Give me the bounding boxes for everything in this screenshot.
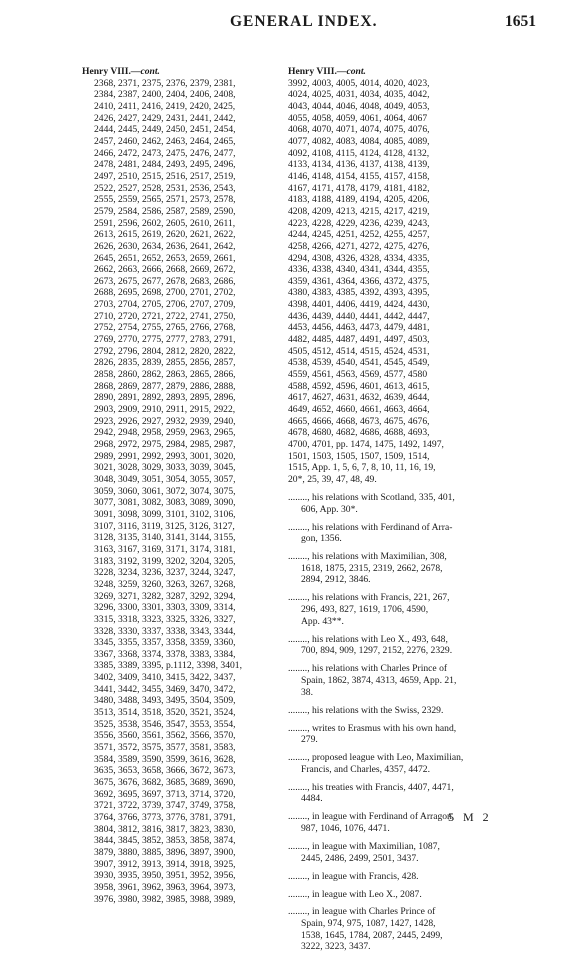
number-line: 2555, 2559, 2565, 2571, 2573, 2578, (94, 194, 236, 206)
number-line: 3571, 3572, 3575, 3577, 3581, 3583, (94, 742, 236, 754)
number-line: 3441, 3442, 3455, 3469, 3470, 3472, (94, 683, 236, 695)
number-line: 4380, 4383, 4385, 4392, 4393, 4395, (288, 287, 430, 299)
number-line: 3635, 3653, 3658, 3666, 3672, 3673, (94, 765, 236, 777)
number-line: 2792, 2796, 2804, 2812, 2820, 2822, (94, 345, 236, 357)
number-line: 3525, 3538, 3546, 3547, 3553, 3554, (94, 718, 236, 730)
subentry (288, 551, 532, 586)
number-line: 3958, 3961, 3962, 3963, 3964, 3973, (94, 881, 236, 893)
subentry-line: ........, in league with Leo X., 2087. (288, 888, 422, 900)
number-line: 3513, 3514, 3518, 3520, 3521, 3524, (94, 707, 236, 719)
number-line: 2384, 2387, 2400, 2404, 2406, 2408, (94, 89, 236, 101)
subentry (288, 871, 532, 883)
number-line: 4146, 4148, 4154, 4155, 4157, 4158, (288, 170, 430, 182)
number-line: 4167, 4171, 4178, 4179, 4181, 4182, (288, 182, 430, 194)
number-line: 2710, 2720, 2721, 2722, 2741, 2750, (94, 310, 236, 322)
subentry-line: ........, in league with Maximilian, 1087, (288, 840, 440, 852)
subentry (288, 705, 532, 717)
subentry (288, 723, 532, 746)
subentry-line: ........, writes to Erasmus with his own hand, (288, 722, 457, 734)
subentry-line: 38. (301, 686, 313, 698)
number-line: 20*, 25, 39, 47, 48, 49. (288, 473, 377, 485)
number-line: 3107, 3116, 3119, 3125, 3126, 3127, (94, 520, 235, 532)
subentry-line: 987, 1046, 1076, 4471. (301, 822, 390, 834)
number-line: 3367, 3368, 3374, 3378, 3383, 3384, (94, 648, 236, 660)
subentry-line: ........, his relations with Ferdinand of Arra- (288, 521, 453, 533)
subentry (288, 634, 532, 657)
number-line: 3077, 3081, 3082, 3083, 3089, 3090, (94, 497, 236, 509)
number-line: 2591, 2596, 2602, 2605, 2610, 2611, (94, 217, 236, 229)
number-line: 2426, 2427, 2429, 2431, 2441, 2442, (94, 112, 236, 124)
subentry-line: Francis, and Charles, 4357, 4472. (301, 763, 430, 775)
subentry (288, 663, 532, 698)
number-line: 4617, 4627, 4631, 4632, 4639, 4644, (288, 392, 430, 404)
subentry-line: 2445, 2486, 2499, 2501, 3437. (301, 852, 419, 864)
left-column (82, 66, 282, 905)
subentry-line: Spain, 1862, 3874, 4313, 4659, App. 21, (301, 674, 457, 686)
number-line: 2522, 2527, 2528, 2531, 2536, 2543, (94, 182, 236, 194)
number-line: 2457, 2460, 2462, 2463, 2464, 2465, (94, 135, 236, 147)
number-line: 2579, 2584, 2586, 2587, 2589, 2590, (94, 205, 236, 217)
subentry-line: ........, his relations with Maximilian, 308, (288, 551, 447, 563)
number-line: 4538, 4539, 4540, 4541, 4545, 4549, (288, 357, 430, 369)
subentry-line: 700, 894, 909, 1297, 2152, 2276, 2329. (301, 645, 453, 657)
number-line: 2968, 2972, 2975, 2984, 2985, 2987, (94, 439, 236, 450)
number-line: 3163, 3167, 3169, 3171, 3174, 3181, (94, 543, 236, 555)
subentry-line: 296, 493, 827, 1619, 1706, 4590, (301, 604, 429, 616)
number-line: 2989, 2991, 2992, 2993, 3001, 3020, (94, 450, 236, 462)
subentry-line: 4484. (301, 793, 323, 805)
number-line: 2903, 2909, 2910, 2911, 2915, 2922, (94, 404, 236, 416)
number-line: 2923, 2926, 2927, 2932, 2939, 2940, (94, 415, 236, 427)
subentry-line: 279. (301, 734, 318, 746)
number-line: 2769, 2770, 2775, 2777, 2783, 2791, (94, 334, 236, 346)
subentry-line: ........, his relations with Scotland, 335, 401, (288, 491, 455, 503)
number-line: 2645, 2651, 2652, 2653, 2659, 2661, (94, 252, 236, 264)
number-line: 3296, 3300, 3301, 3303, 3309, 3314, (94, 602, 236, 614)
subentry-line: Spain, 974, 975, 1087, 1427, 1428, (301, 918, 436, 930)
number-line: 4359, 4361, 4364, 4366, 4372, 4375, (288, 275, 430, 287)
subentry-line: 606, App. 30*. (301, 503, 358, 515)
entry-heading (82, 66, 282, 78)
subentry-line: ........, his relations with Charles Prince of (288, 663, 448, 675)
number-line: 4244, 4245, 4251, 4252, 4255, 4257, (288, 229, 430, 241)
number-line: 3992, 4003, 4005, 4014, 4020, 4023, (288, 77, 430, 89)
subentry (288, 906, 532, 953)
number-line: 3315, 3318, 3323, 3325, 3326, 3327, (94, 613, 236, 625)
subentry-line: App. 43**. (301, 615, 344, 627)
number-line: 2626, 2630, 2634, 2636, 2641, 2642, (94, 240, 236, 252)
subentry-line: 1538, 1645, 1784, 2087, 2445, 2499, (301, 929, 443, 941)
number-line: 4559, 4561, 4563, 4569, 4577, 4580 (288, 369, 428, 381)
number-line: 4024, 4025, 4031, 4034, 4035, 4042, (288, 89, 430, 101)
number-line: 4588, 4592, 4596, 4601, 4613, 4615, (288, 380, 430, 392)
subentry (288, 592, 532, 627)
number-line: 3879, 3880, 3885, 3896, 3897, 3900, (94, 846, 236, 858)
subentry-line: ........, his relations with Leo X., 493, 648, (288, 633, 448, 645)
subentry (288, 811, 532, 834)
number-line: 4092, 4108, 4115, 4124, 4128, 4132, (288, 147, 430, 159)
number-line: 3021, 3028, 3029, 3033, 3039, 3045, (94, 462, 236, 474)
subentry-line: ........, in league with Ferdinand of Arragon, (288, 811, 455, 823)
number-line: 3328, 3330, 3337, 3338, 3343, 3344, (94, 625, 236, 637)
number-line: 4223, 4228, 4229, 4236, 4239, 4243, (288, 217, 430, 229)
number-line: 3907, 3912, 3913, 3914, 3918, 3925, (94, 858, 236, 870)
number-line: 3556, 3560, 3561, 3562, 3566, 3570, (94, 730, 236, 742)
subentry (288, 782, 532, 805)
number-line: 2890, 2891, 2892, 2893, 2895, 2896, (94, 392, 236, 404)
number-line: 3721, 3722, 3739, 3747, 3749, 3758, (94, 800, 236, 812)
number-line: 2410, 2411, 2416, 2419, 2420, 2425, (94, 100, 236, 112)
number-line: 2466, 2472, 2473, 2475, 2476, 2477, (94, 147, 236, 159)
subentry-line: ........, his relations with Francis, 221, 267, (288, 592, 450, 604)
subentry (288, 752, 532, 775)
number-line: 3675, 3676, 3682, 3685, 3689, 3690, (94, 777, 236, 789)
number-line: 4208, 4209, 4213, 4215, 4217, 4219, (288, 205, 430, 217)
number-line: 3269, 3271, 3282, 3287, 3292, 3294, (94, 590, 236, 602)
number-line: 2826, 2835, 2839, 2855, 2856, 2857, (94, 357, 236, 369)
subentry (288, 889, 532, 901)
heading-suffix: —cont. (336, 66, 366, 77)
number-line: 3345, 3355, 3357, 3358, 3359, 3360, (94, 637, 236, 649)
number-line: 3048, 3049, 3051, 3054, 3055, 3057, (94, 473, 236, 485)
number-line: 2662, 2663, 2666, 2668, 2669, 2672, (94, 264, 236, 276)
number-line: 4700, 4701, pp. 1474, 1475, 1492, 1497, (288, 439, 444, 450)
number-line: 4678, 4680, 4682, 4686, 4688, 4693, (288, 427, 430, 439)
number-line: 4398, 4401, 4406, 4419, 4424, 4430, (288, 299, 430, 311)
number-line: 3228, 3234, 3236, 3237, 3244, 3247, (94, 567, 236, 579)
number-line: 3480, 3488, 3493, 3495, 3504, 3509, (94, 695, 236, 707)
subentry-line: ........, in league with Francis, 428. (288, 870, 419, 882)
subentry-line: 3222, 3223, 3437. (301, 941, 371, 953)
number-line: 4294, 4308, 4326, 4328, 4334, 4335, (288, 252, 430, 264)
subentry-line: ........, proposed league with Leo, Maximilian, (288, 752, 464, 764)
number-line: 4336, 4338, 4340, 4341, 4344, 4355, (288, 264, 430, 276)
signature-mark: 5 M 2 (448, 810, 492, 824)
subentry-line: 2894, 2912, 3846. (301, 574, 371, 586)
heading-text: Henry VIII. (82, 66, 131, 77)
number-line: 3091, 3098, 3099, 3101, 3102, 3106, (94, 508, 236, 520)
right-column (288, 66, 532, 953)
number-line: 4043, 4044, 4046, 4048, 4049, 4053, (288, 100, 430, 112)
number-line: 4183, 4188, 4189, 4194, 4205, 4206, (288, 194, 430, 206)
number-line: 4453, 4456, 4463, 4473, 4479, 4481, (288, 322, 430, 334)
number-line: 2752, 2754, 2755, 2765, 2766, 2768, (94, 322, 236, 334)
number-line: 4258, 4266, 4271, 4272, 4275, 4276, (288, 240, 430, 252)
number-line: 4649, 4652, 4660, 4661, 4663, 4664, (288, 404, 430, 416)
heading-text: Henry VIII. (288, 66, 337, 77)
number-line: 4436, 4439, 4440, 4441, 4442, 4447, (288, 310, 430, 322)
number-line: 3128, 3135, 3140, 3141, 3144, 3155, (94, 532, 236, 544)
entry-heading (288, 66, 532, 78)
number-line: 3692, 3695, 3697, 3713, 3714, 3720, (94, 788, 236, 800)
subentry-line: ........, his treaties with Francis, 4407, 4471, (288, 781, 454, 793)
number-line: 4055, 4058, 4059, 4061, 4064, 4067 (288, 112, 428, 124)
number-line: 3248, 3259, 3260, 3263, 3267, 3268, (94, 578, 236, 590)
subentry (288, 492, 532, 515)
number-line: 2497, 2510, 2515, 2516, 2517, 2519, (94, 170, 236, 182)
subentry-line: gon, 1356. (301, 533, 342, 545)
subentry-line: 1618, 1875, 2315, 2319, 2662, 2678, (301, 562, 443, 574)
subentry-line: ........, his relations with the Swiss, 2329. (288, 704, 444, 716)
number-line: 2673, 2675, 2677, 2678, 2683, 2686, (94, 275, 236, 287)
number-line: 2478, 2481, 2484, 2493, 2495, 2496, (94, 159, 236, 171)
number-line: 4133, 4134, 4136, 4137, 4138, 4139, (288, 159, 430, 171)
number-line: 3764, 3766, 3773, 3776, 3781, 3791, (94, 812, 236, 823)
number-line: 4505, 4512, 4514, 4515, 4524, 4531, (288, 345, 430, 357)
number-line: 3976, 3980, 3982, 3985, 3988, 3989, (94, 893, 236, 905)
number-line: 1501, 1503, 1505, 1507, 1509, 1514, (288, 450, 430, 462)
heading-suffix: —cont. (130, 66, 160, 77)
number-line: 3059, 3060, 3061, 3072, 3074, 3075, (94, 485, 236, 497)
page-number: 1651 (505, 13, 536, 30)
number-line: 2368, 2371, 2375, 2376, 2379, 2381, (94, 77, 236, 89)
subentry (288, 522, 532, 545)
subentry-line: ........, in league with Charles Prince of (288, 906, 436, 918)
number-line: 2688, 2695, 2698, 2700, 2701, 2702, (94, 287, 236, 299)
number-line: 3584, 3589, 3590, 3599, 3616, 3628, (94, 753, 236, 765)
number-line: 3930, 3935, 3950, 3951, 3952, 3956, (94, 870, 236, 882)
running-head: GENERAL INDEX. (230, 13, 378, 30)
subentry (288, 841, 532, 864)
number-line: 4068, 4070, 4071, 4074, 4075, 4076, (288, 124, 430, 136)
number-line: 4077, 4082, 4083, 4084, 4085, 4089, (288, 135, 430, 147)
number-line: 4482, 4485, 4487, 4491, 4497, 4503, (288, 334, 430, 346)
number-line: 3402, 3409, 3410, 3415, 3422, 3437, (94, 672, 236, 684)
number-line: 4665, 4666, 4668, 4673, 4675, 4676, (288, 415, 430, 427)
number-line: 2613, 2615, 2619, 2620, 2621, 2622, (94, 229, 236, 241)
number-line: 3385, 3389, 3395, p.1112, 3398, 3401, (94, 660, 242, 672)
number-line: 2444, 2445, 2449, 2450, 2451, 2454, (94, 124, 236, 136)
number-line: 2858, 2860, 2862, 2863, 2865, 2866, (94, 369, 236, 381)
number-line: 2942, 2948, 2958, 2959, 2963, 2965, (94, 427, 236, 439)
number-line: 3804, 3812, 3816, 3817, 3823, 3830, (94, 823, 236, 835)
number-line: 2703, 2704, 2705, 2706, 2707, 2709, (94, 299, 236, 311)
number-line: 1515, App. 1, 5, 6, 7, 8, 10, 11, 16, 19, (288, 462, 436, 474)
number-line: 3183, 3192, 3199, 3202, 3204, 3205, (94, 555, 236, 567)
number-line: 2868, 2869, 2877, 2879, 2886, 2888, (94, 380, 236, 392)
number-line: 3844, 3845, 3852, 3853, 3858, 3874, (94, 835, 236, 847)
